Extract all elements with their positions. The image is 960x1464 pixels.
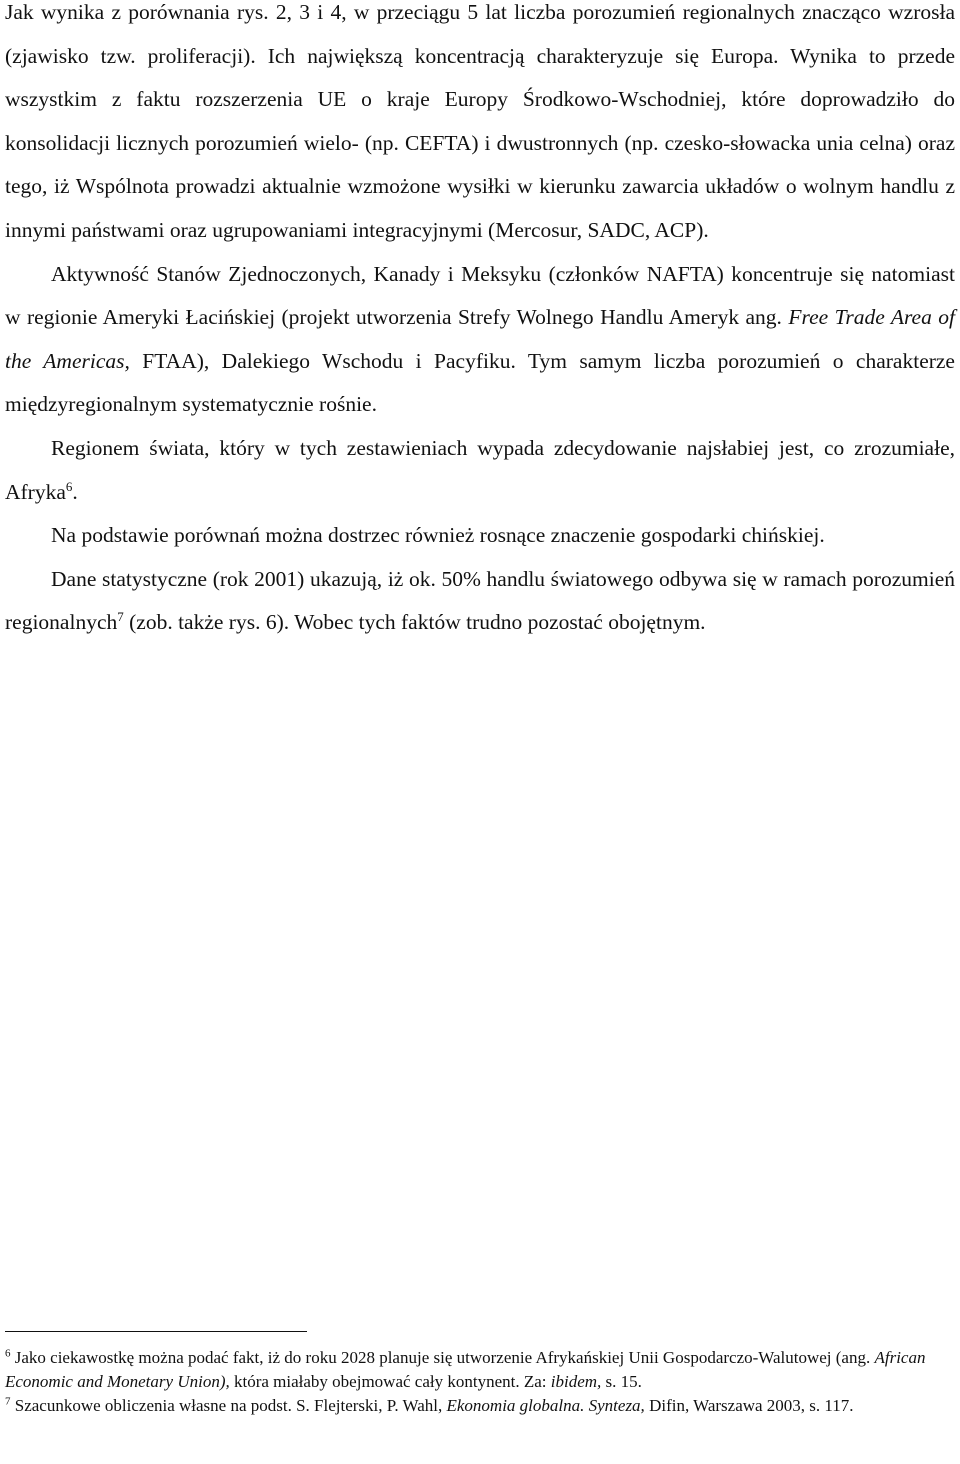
footnote-ref-6[interactable]: 6 xyxy=(65,478,73,494)
paragraph-5-text-b: (zob. także rys. 6). Wobec tych faktów trudno pozostać obojętnym. xyxy=(123,610,706,635)
footnote-6 xyxy=(5,1346,955,1394)
footnote-7-number: 7 xyxy=(5,1394,11,1407)
paragraph-4-text: Na podstawie porównań można dostrzec również rosnące znaczenie gospodarki chińskiej. xyxy=(51,523,825,548)
footnote-ref-7[interactable]: 7 xyxy=(117,609,124,625)
paragraph-4 xyxy=(5,514,955,558)
paragraph-2-text-a: Aktywność Stanów Zjednoczonych, Kanady i Meksyku (członków NAFTA) koncentruje się natomiast w regionie Ameryki Łacińskiej (projekt utworzenia Strefy Wolnego Handlu Ameryk ang. xyxy=(5,261,955,330)
paragraph-1 xyxy=(5,0,955,253)
paragraph-3-text-a: Regionem świata, który w tych zestawieniach wypada zdecydowanie najsłabiej jest, co zrozumiałe, Afryka xyxy=(5,435,955,504)
paragraph-5 xyxy=(5,558,955,645)
footnote-7-text-a: Szacunkowe obliczenia własne na podst. S. Flejterski, P. Wahl, xyxy=(10,1395,447,1415)
footnote-6-text-c: s. 15. xyxy=(601,1371,642,1391)
footnote-separator xyxy=(5,1331,307,1332)
footnotes xyxy=(5,1346,955,1417)
footnote-6-italic: African Economic and Monetary Union), xyxy=(5,1348,926,1391)
footnote-7 xyxy=(5,1394,955,1418)
footnote-7-text-b: Difin, Warszawa 2003, s. 117. xyxy=(644,1395,854,1415)
footnote-6-italic-2: ibidem, xyxy=(550,1371,602,1391)
footnote-6-text-b: która miałaby obejmować cały kontynent. Za: xyxy=(229,1371,551,1391)
paragraph-1-text: Jak wynika z porównania rys. 2, 3 i 4, w przeciągu 5 lat liczba porozumień regionalnych znacząco wzrosła (zjawisko tzw. proliferacji). Ich największą koncentracją charakteryzuje się Europa. Wynika to przede wszystkim z faktu rozszerzenia UE o kraje Europy Środkowo-Wschodniej, które doprowadziło do konsolidacji licznych porozumień wielo- (np. CEFTA) i dwustronnych (np. czesko-słowacka unia celna) oraz tego, iż Wspólnota prowadzi aktualnie wzmożone wysiłki w kierunku zawarcia układów o wolnym handlu z innymi państwami oraz ugrupowaniami integracyjnymi (Mercosur, SADC, ACP). xyxy=(5,0,955,242)
paragraph-5-text-a: Dane statystyczne (rok 2001) ukazują, iż ok. 50% handlu światowego odbywa się w ramach porozumień regionalnych xyxy=(5,566,955,635)
paragraph-2 xyxy=(5,253,955,427)
document-page xyxy=(5,0,955,1464)
paragraph-2-text-b: FTAA), Dalekiego Wschodu i Pacyfiku. Tym samym liczba porozumień o charakterze międzyregionalnym systematycznie rośnie. xyxy=(5,348,955,417)
footnote-6-text-a: Jako ciekawostkę można podać fakt, iż do roku 2028 planuje się utworzenie Afrykańskiej Unii Gospodarczo-Walutowej (ang. xyxy=(10,1348,875,1367)
footnote-6-number: 6 xyxy=(5,1347,11,1360)
paragraph-2-italic: Free Trade Area of the Americas, xyxy=(5,305,955,373)
body-text xyxy=(5,0,955,645)
paragraph-3 xyxy=(5,427,955,514)
paragraph-3-text-b: . xyxy=(72,479,78,504)
footnote-7-italic: Ekonomia globalna. Synteza, xyxy=(446,1395,645,1415)
